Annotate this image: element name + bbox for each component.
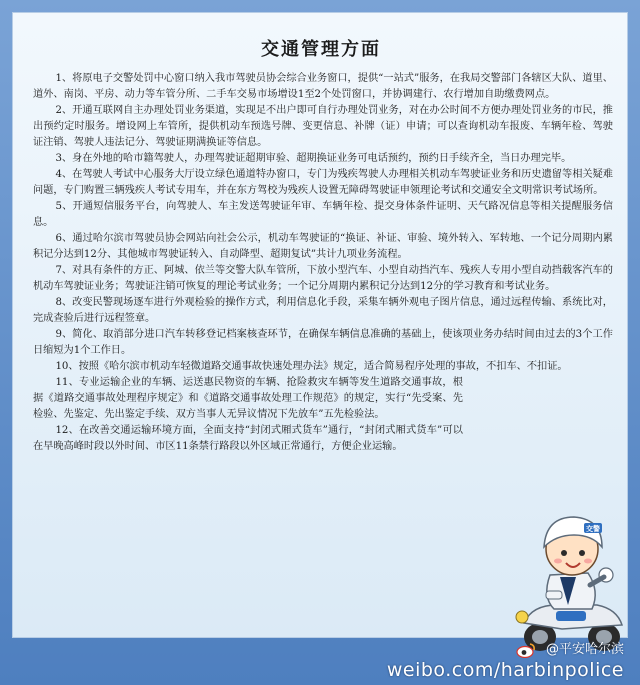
paragraph-10: 10、按照《哈尔滨市机动车轻微道路交通事故快速处理办法》规定，适合简易程序处理的事故，不扣车、不扣证。 [55, 361, 568, 372]
paragraph-5: 5、开通短信服务平台，向驾驶人、车主发送驾驶证年审、车辆年检、提交身体条件证明、天气路况信息等相关提醒服务信息。 [33, 201, 613, 228]
paragraph-8: 8、改变民警现场逐车进行外观检验的操作方式，利用信息化手段，采集车辆外观电子图片信息，通过远程传输、系统比对，完成查验后进行远程签章。 [33, 297, 613, 324]
paragraph-7: 7、对具有条件的方正、阿城、依兰等交警大队车管所，下放小型汽车、小型自动挡汽车、残疾人专用小型自动挡载客汽车的机动车驾驶证业务；驾驶证注销可恢复的理论考试业务；一个记分周期内累积记分达到12分的学习教育和考试业务。 [33, 265, 613, 292]
paragraph-6: 6、通过哈尔滨市驾驶员协会网站向社会公示，机动车驾驶证的“换证、补证、审验、境外转入、军转地、一个记分周期内累积记分达到12分、其他城市驾驶证转入、自动降型、超期复试”共计九项业务流程。 [33, 233, 613, 260]
footer-band [0, 638, 640, 685]
weibo-url: weibo.com/harbinpolice [386, 659, 624, 681]
notice-body [33, 71, 613, 455]
page-title: 交通管理方面 [261, 39, 381, 60]
paragraph-12: 12、在改善交通运输环境方面，全面支持“封闭式厢式货车”通行，“封闭式厢式货车”可以在早晚高峰时段以外时间、市区11条禁行路段以外区域正常通行，方便企业运输。 [33, 425, 463, 452]
paragraph-11: 11、专业运输企业的车辆、运送惠民物资的车辆、抢险救灾车辆等发生道路交通事故，根据《道路交通事故处理程序规定》和《道路交通事故处理工作规范》的规定，实行“先受案、先检验、先鉴定、先出鉴定手续、双方当事人无异议情况下先放车”五先检验法。 [33, 377, 463, 420]
paragraph-1: 1、将原电子交警处罚中心窗口纳入我市驾驶员协会综合业务窗口，提供“一站式”服务，在我局交警部门各辖区大队、道里、道外、南岗、平房、动力等车管分所、二手车交易市场增设1至2个处罚窗口，并协调建行、农行增加自助缴费网点。 [33, 73, 613, 100]
paragraph-9: 9、简化、取消部分进口汽车转移登记档案核查环节，在确保车辆信息准确的基础上，使该项业务办结时间由过去的3个工作日缩短为1个工作日。 [33, 329, 613, 356]
weibo-logo-icon [516, 642, 536, 658]
paragraph-2: 2、开通互联网自主办理处罚业务渠道，实现足不出户即可自行办理处罚业务，对在办公时间不方便办理处罚业务的市民，推出预约定时服务。增设网上车管所，提供机动车预选号牌、变更信息、补牌（证）申请；可以查询机动车报废、车辆年检、驾驶证注销、驾驶人违法记分、驾驶证期满换证等信息。 [33, 105, 613, 148]
police-mascot-illustration [502, 505, 632, 655]
paragraph-4: 4、在驾驶人考试中心服务大厅设立绿色通道特办窗口，专门为残疾驾驶人办理相关机动车驾驶证业务和历史遗留等相关疑难问题，专门购置三辆残疾人考试专用车，并在东方驾校为残疾人设置无障碍驾驶证申领理论考试和交通安全文明常识考试场所。 [33, 169, 613, 196]
svg-text:交警: 交警 [586, 525, 600, 533]
paragraph-3: 3、身在外地的哈市籍驾驶人，办理驾驶证超期审验、超期换证业务可电话预约，预约日手续齐全，当日办理完毕。 [55, 153, 572, 164]
weibo-handle: @平安哈尔滨 [545, 642, 624, 657]
